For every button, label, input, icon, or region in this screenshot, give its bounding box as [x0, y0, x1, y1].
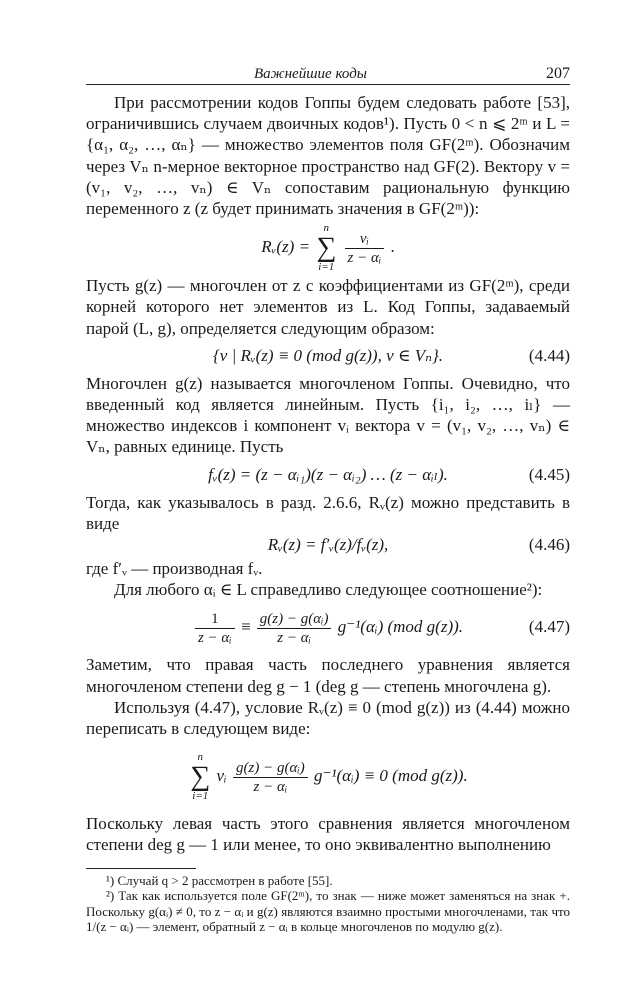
rv-denominator: z − αᵢ	[345, 248, 385, 267]
difference-fraction	[257, 610, 332, 647]
page-header	[86, 64, 570, 85]
equation-4-45	[86, 458, 570, 492]
equation-4-47	[86, 600, 570, 654]
paragraph-derivative: где f′ᵥ — производная fᵥ.	[86, 559, 263, 579]
paragraph-goppa-poly: Многочлен g(z) называется многочленом Гоппы. Очевидно, что введенный код является линейным. Пусть {i₁, i₂, …, iₗ} — множество индексов i компонент vᵢ вектора v = (v₁, v₂, …, vₙ) ∈ Vₙ, равных единице. Пусть	[86, 373, 570, 457]
paragraph-relation: Для любого αᵢ ∈ L справедливо следующее соотношение²):	[114, 580, 543, 600]
sigma-icon: ∑	[316, 232, 337, 264]
sum-upper-limit-2: n	[197, 751, 204, 764]
inverse-fraction	[195, 610, 235, 647]
rv-period: .	[390, 237, 395, 257]
condition-tail: g⁻¹(αᵢ) ≡ 0 (mod g(z)).	[313, 766, 468, 786]
equation-4-46-body: Rᵥ(z) = f′ᵥ(z)/fᵥ(z),	[267, 535, 389, 555]
paragraph-goppa-def: Пусть g(z) — многочлен от z с коэффициентами из GF(2ᵐ), среди корней которого нет элементов из L. Код Гоппы, задаваемый парой (L, g), определяется следующим образом:	[86, 276, 570, 338]
equation-4-45-body: fᵥ(z) = (z − αᵢ₁)(z − αᵢ₂) … (z − αᵢₗ).	[208, 464, 448, 484]
sigma-icon-2: ∑	[190, 761, 211, 793]
inverse-numerator: 1	[211, 611, 219, 628]
equation-sum-condition	[86, 739, 570, 813]
page-body	[86, 92, 570, 935]
rv-lhs: Rᵥ(z) =	[261, 237, 311, 257]
equation-4-44-number: (4.44)	[528, 345, 570, 365]
difference-denominator: z − αᵢ	[257, 628, 332, 647]
difference-numerator: g(z) − g(αᵢ)	[259, 611, 329, 628]
inverse-denominator: z − αᵢ	[195, 628, 235, 647]
equation-4-45-number: (4.45)	[528, 464, 570, 484]
equation-4-47-tail: g⁻¹(αᵢ) (mod g(z)).	[337, 617, 464, 637]
component-v: vᵢ	[216, 766, 227, 786]
footnote-1: ¹) Случай q > 2 рассмотрен в работе [55].	[106, 872, 333, 888]
paragraph-intro: При рассмотрении кодов Гоппы будем следовать работе [53], ограничившись случаем двоичных кодов¹). Пусть 0 < n ⩽ 2ᵐ и L = {α₁, α₂, …, αₙ} — множество элементов поля GF(2ᵐ). Обозначим через Vₙ n-мерное векторное пространство над GF(2). Вектору v = (v₁, v₂, …, vₙ) ∈ Vₙ сопоставим рациональную функцию переменного z (z будет принимать значения в GF(2ᵐ)):	[86, 93, 570, 219]
equation-4-44	[86, 339, 570, 373]
sum-lower-limit: i=1	[318, 261, 335, 274]
paragraph-conclusion: Поскольку левая часть этого сравнения является многочленом степени deg g — 1 или менее, то оно эквивалентно выполнению	[86, 814, 570, 855]
paragraph-represent: Тогда, как указывалось в разд. 2.6.6, Rᵥ(z) можно представить в виде	[86, 492, 570, 533]
sum-symbol-2	[190, 752, 210, 802]
condition-fraction	[233, 759, 308, 796]
equation-4-44-body: {v | Rᵥ(z) ≡ 0 (mod g(z)), v ∈ Vₙ}.	[212, 345, 444, 365]
running-title: Важнейшие коды	[254, 66, 367, 82]
rv-fraction	[345, 230, 385, 267]
sum-lower-limit-2: i=1	[192, 790, 209, 803]
paragraph-rewrite: Используя (4.47), условие Rᵥ(z) ≡ 0 (mod g(z)) из (4.44) можно переписать в следующем виде:	[86, 697, 570, 739]
equation-4-46	[86, 532, 570, 558]
equation-4-47-number: (4.47)	[528, 617, 570, 637]
footnote-2: ²) Так как используется поле GF(2ᵐ), то знак — ниже может заменяться на знак +. Поскольку g(αᵢ) ≠ 0, то z − αᵢ и g(z) являются взаимно простыми многочленами, так что 1/(z − αᵢ) — элемент, обратный z − αᵢ в кольце многочленов по модулю g(z).	[86, 888, 570, 935]
rv-numerator: vᵢ	[359, 230, 369, 247]
condition-denominator: z − αᵢ	[233, 777, 308, 796]
equation-rv	[86, 219, 570, 275]
page-number: 207	[546, 65, 570, 82]
congruence-sign: ≡	[240, 617, 251, 637]
equation-4-46-number: (4.46)	[528, 535, 570, 555]
footnote-divider	[86, 868, 196, 869]
paragraph-degree: Заметим, что правая часть последнего уравнения является многочленом степени deg g − 1 (deg g — степень многочлена g).	[86, 655, 570, 696]
sum-symbol	[316, 223, 336, 273]
condition-numerator: g(z) − g(αᵢ)	[236, 759, 305, 776]
sum-upper-limit: n	[323, 222, 330, 235]
